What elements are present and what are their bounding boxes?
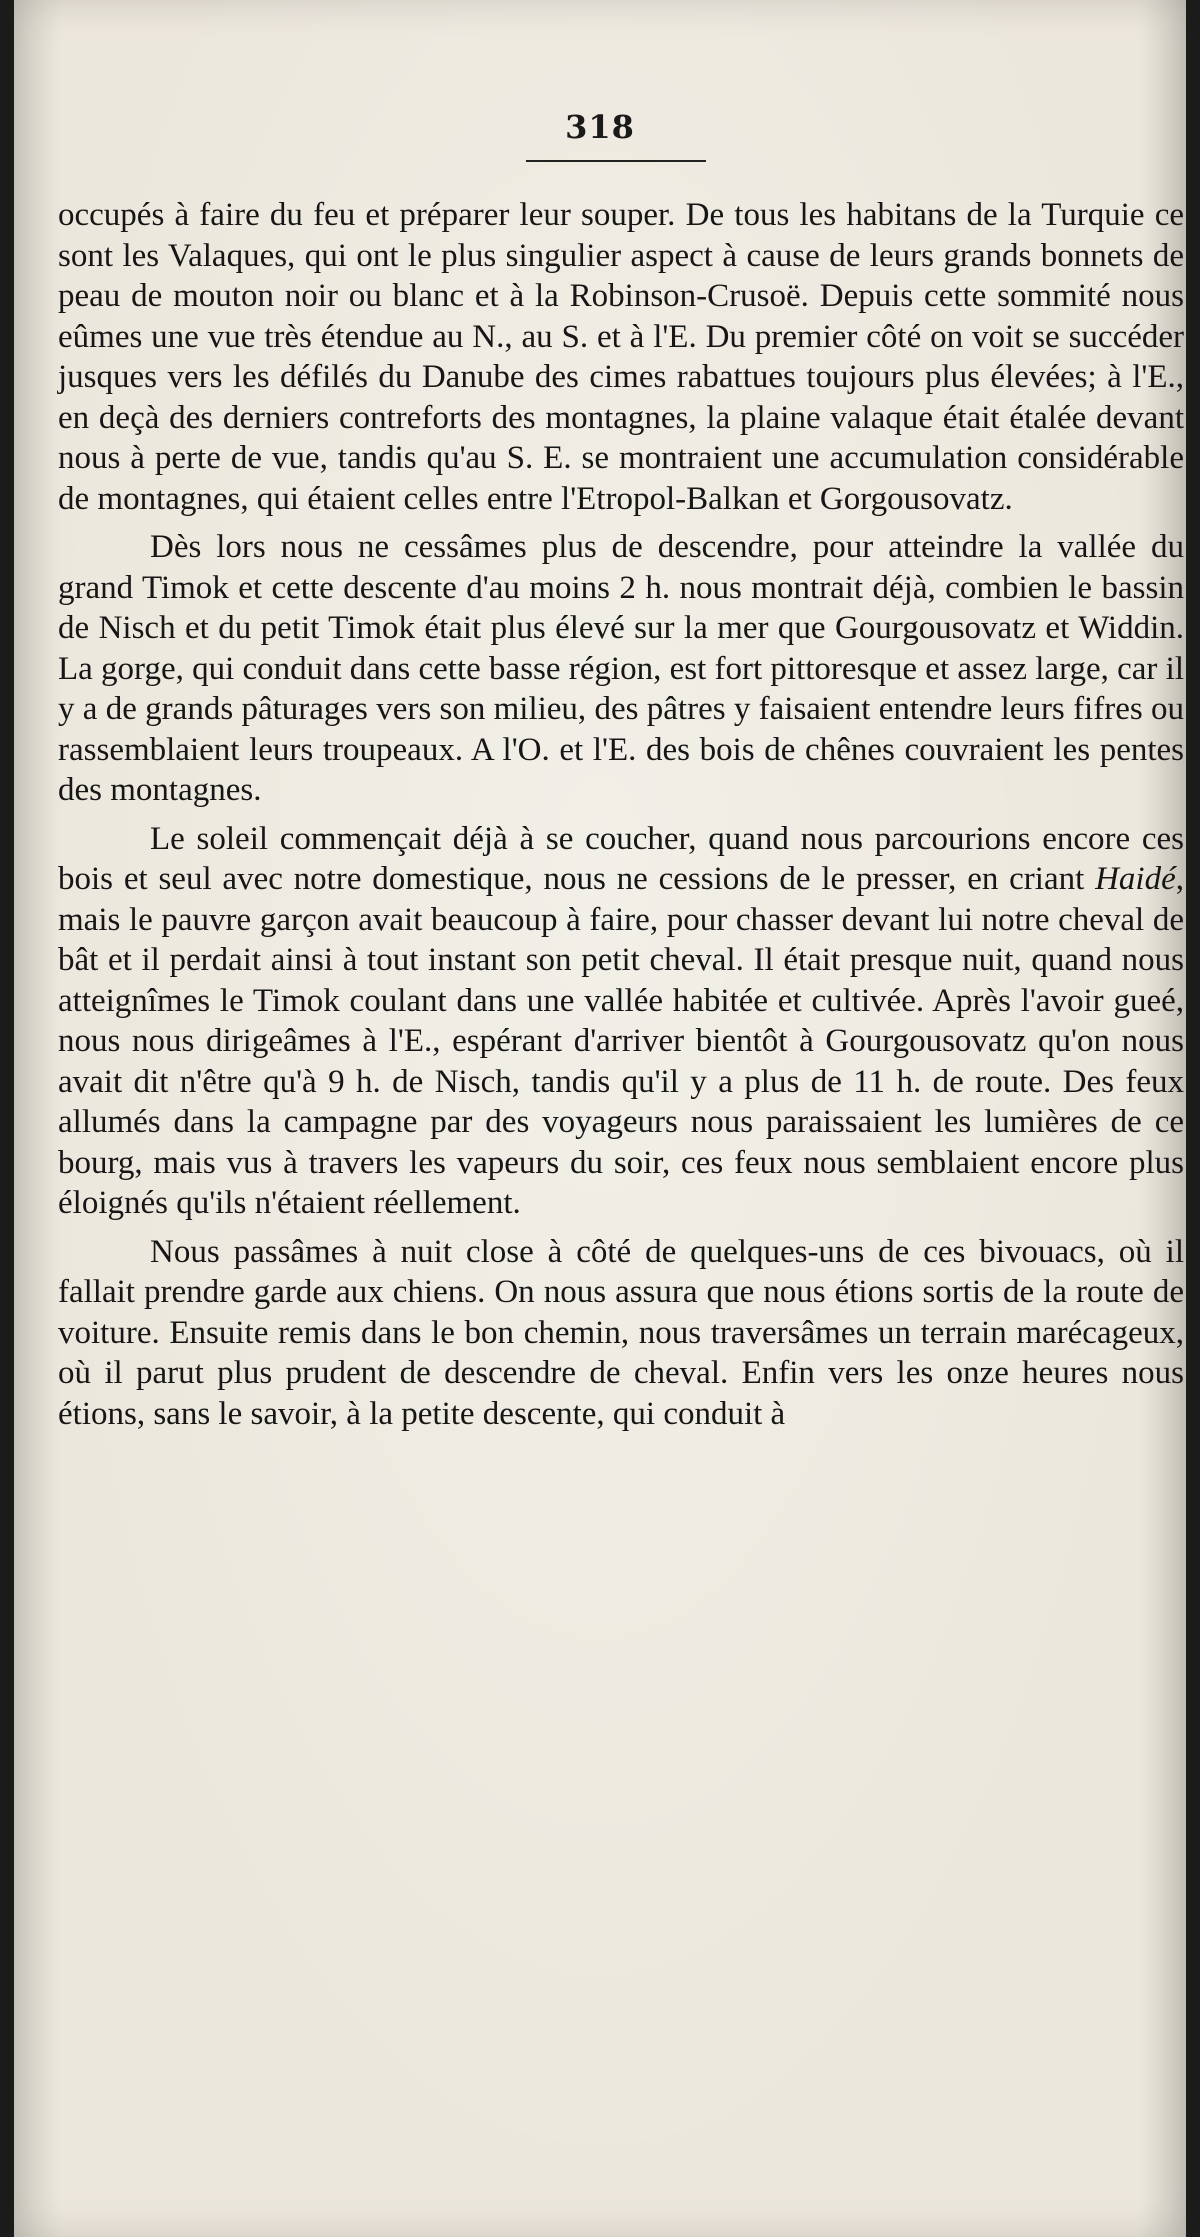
paragraph-1 [58,195,1184,519]
header-rule [526,160,706,162]
italic-word: Haidé [1095,861,1176,897]
text-segment: Nous passâmes à nuit close à côté de quelques-uns de ces bivouacs, où il fallait prendre garde aux chiens. On nous assura que nous étions sortis de la route de voiture. Ensuite remis dans le bon chemin, nous traversâmes un terrain marécageux, où il parut plus prudent de descendre de cheval. Enfin vers les onze heures nous étions, sans le savoir, à la petite descente, qui conduit à [58,1233,1184,1432]
paragraph-3 [58,819,1184,1224]
book-page [14,0,1186,2237]
text-segment: Dès lors nous ne cessâmes plus de descendre, pour atteindre la vallée du grand Timok et cette descente d'au moins 2 h. nous montrait déjà, combien le bassin de Nisch et du petit Timok était plus élevé sur la mer que Gourgousovatz et Widdin. La gorge, qui conduit dans cette basse région, est fort pittoresque et assez large, car il y a de grands pâturages vers son milieu, des pâtres y faisaient entendre leurs fifres ou rassemblaient leurs troupeaux. A l'O. et l'E. des bois de chênes couvraient les pentes des montagnes. [58,529,1184,808]
text-segment: , mais le pauvre garçon avait beaucoup à faire, pour chasser devant lui notre cheval de bât et il perdait ainsi à tout instant son petit cheval. Il était presque nuit, quand nous atteignîmes le Timok coulant dans une vallée habitée et cultivée. Après l'avoir gueé, nous nous dirigeâmes à l'E., espérant d'arriver bientôt à Gourgousovatz qu'on nous avait dit n'être qu'à 9 h. de Nisch, tandis qu'il y a plus de 11 h. de route. Des feux allumés dans la campagne par des voyageurs nous paraissaient les lumières de ce bourg, mais vus à travers les vapeurs du soir, ces feux nous semblaient encore plus éloignés qu'ils n'étaient réellement. [58,861,1184,1221]
text-segment: Le soleil commençait déjà à se coucher, quand nous parcourions encore ces bois et seul avec notre domestique, nous ne cessions de le presser, en criant [58,820,1184,897]
text-segment: occupés à faire du feu et préparer leur souper. De tous les habitans de la Turquie ce sont les Valaques, qui ont le plus singulier aspect à cause de leurs grands bonnets de peau de mouton noir ou blanc et à la Robinson-Crusoë. Depuis cette sommité nous eûmes une vue très étendue au N., au S. et à l'E. Du premier côté on voit se succéder jusques vers les défilés du Danube des cimes rabattues toujours plus élevées; à l'E., en deçà des derniers contreforts des montagnes, la plaine valaque était étalée devant nous à perte de vue, tandis qu'au S. E. se montraient une accumulation considérable de montagnes, qui étaient celles entre l'Etropol-Balkan et Gorgousovatz. [58,197,1184,517]
paragraph-2 [58,527,1184,811]
paragraph-4 [58,1232,1184,1435]
body-text [58,195,1184,1442]
page-number: 318 [565,108,635,146]
